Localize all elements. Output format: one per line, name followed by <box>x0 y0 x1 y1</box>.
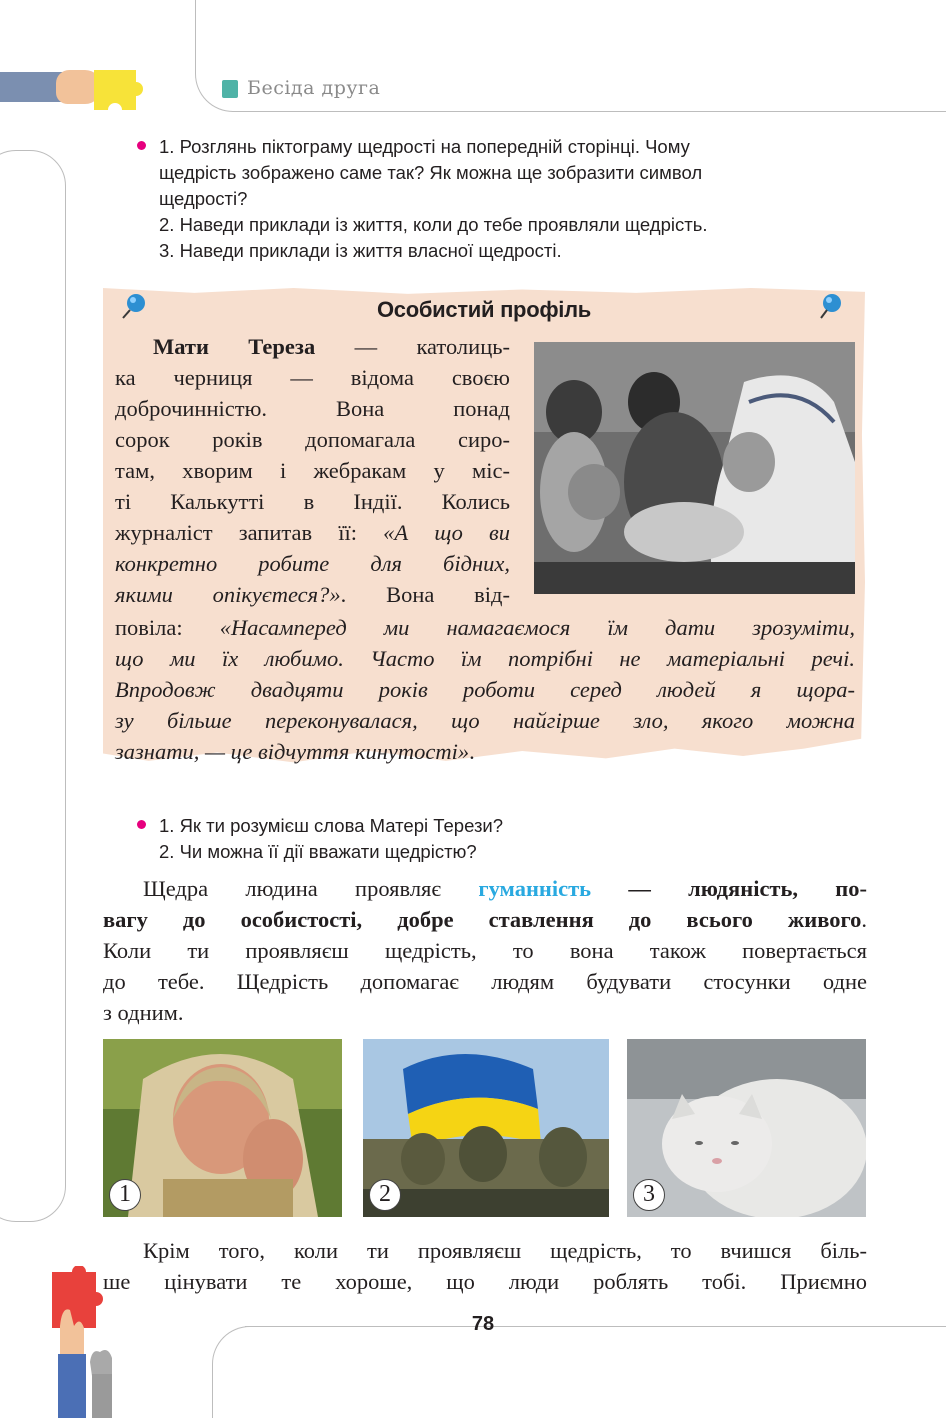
page-number: 78 <box>471 1313 495 1335</box>
key-term: гуманність <box>478 876 592 901</box>
profile-text-line: там, хворим і жебракам у міс- <box>115 458 510 483</box>
page-frame-left <box>0 150 66 1222</box>
mother-teresa-photo <box>534 342 855 594</box>
profile-text-line: що ми їх любимо. Часто їм потрібні не матеріальні речі. <box>115 646 855 671</box>
question-line: 1. Розглянь піктограму щедрості на попередній сторінці. Чому <box>159 136 690 157</box>
question-line: 2. Наведи приклади із життя, коли до тебе проявляли щедрість. <box>159 214 708 235</box>
page-frame-bottom <box>212 1326 946 1418</box>
question-line: 1. Як ти розумієш слова Матері Терези? <box>159 815 504 836</box>
question-line: 3. Наведи приклади із життя власної щедрості. <box>159 240 562 261</box>
photo-number: 2 <box>369 1179 401 1211</box>
puzzle-piece-icon <box>92 68 156 114</box>
bullet-dot <box>137 141 146 150</box>
photo-snowy-cat <box>627 1039 866 1217</box>
profile-text-line: ті Калькутті в Індії. Колись <box>115 489 510 514</box>
bullet-dot <box>137 820 146 829</box>
body-text-line: Крім того, коли ти проявляєш щедрість, то вчишся біль- <box>143 1238 867 1263</box>
person-name: Мати Тереза <box>153 334 316 359</box>
profile-title: Особистий профіль <box>377 297 591 322</box>
hands-puzzle-icon <box>50 1266 120 1418</box>
question-line: щедрості? <box>159 188 248 209</box>
profile-text-line: доброчинністю. Вона понад <box>115 396 510 421</box>
photo-number: 3 <box>633 1179 665 1211</box>
body-text-line: Щедра людина проявляє гуманність — людяність, по- <box>143 876 867 901</box>
profile-text-line: якими опікуєтеся?». Вона від- <box>115 582 510 607</box>
body-text-line: з одним. <box>103 1000 184 1025</box>
profile-text-line: Впродовж двадцяти років роботи серед людей я щора- <box>115 677 855 702</box>
body-text-line: Коли ти проявляєш щедрість, то вона також повертається <box>103 938 867 963</box>
profile-text-line: Мати Тереза — католиць- <box>153 334 510 359</box>
question-line: щедрість зображено саме так? Як можна ще зобразити символ <box>159 162 703 183</box>
photo-soldiers-flag <box>363 1039 609 1217</box>
body-text-line: ше цінувати те хороше, що люди роблять тобі. Приємно <box>103 1269 867 1294</box>
profile-text-line: зу більше переконувалася, що найгірше зло, якого можна <box>115 708 855 733</box>
profile-text-line: сорок років допомагала сиро- <box>115 427 510 452</box>
footer-rule <box>245 1326 457 1327</box>
profile-text-line: повіла: «Насамперед ми намагаємося їм дати зрозуміти, <box>115 615 855 640</box>
section-marker <box>222 80 238 98</box>
body-text-line: вагу до особистості, добре ставлення до всього живого. <box>103 907 867 932</box>
section-title: Бесіда друга <box>247 77 381 99</box>
profile-text-line: конкретно робите для бідних, <box>115 551 510 576</box>
photo-elderly-woman <box>103 1039 342 1217</box>
photo-number: 1 <box>109 1179 141 1211</box>
profile-text-line: журналіст запитав її: «А що ви <box>115 520 510 545</box>
footer-rule <box>510 1326 870 1327</box>
question-line: 2. Чи можна її дії вважати щедрістю? <box>159 841 477 862</box>
body-text-line: до тебе. Щедрість допомагає людям будувати стосунки одне <box>103 969 867 994</box>
profile-text-line: ка черниця — відома своєю <box>115 365 510 390</box>
profile-text-line: зазнати, — це відчуття кинутості». <box>115 739 475 764</box>
